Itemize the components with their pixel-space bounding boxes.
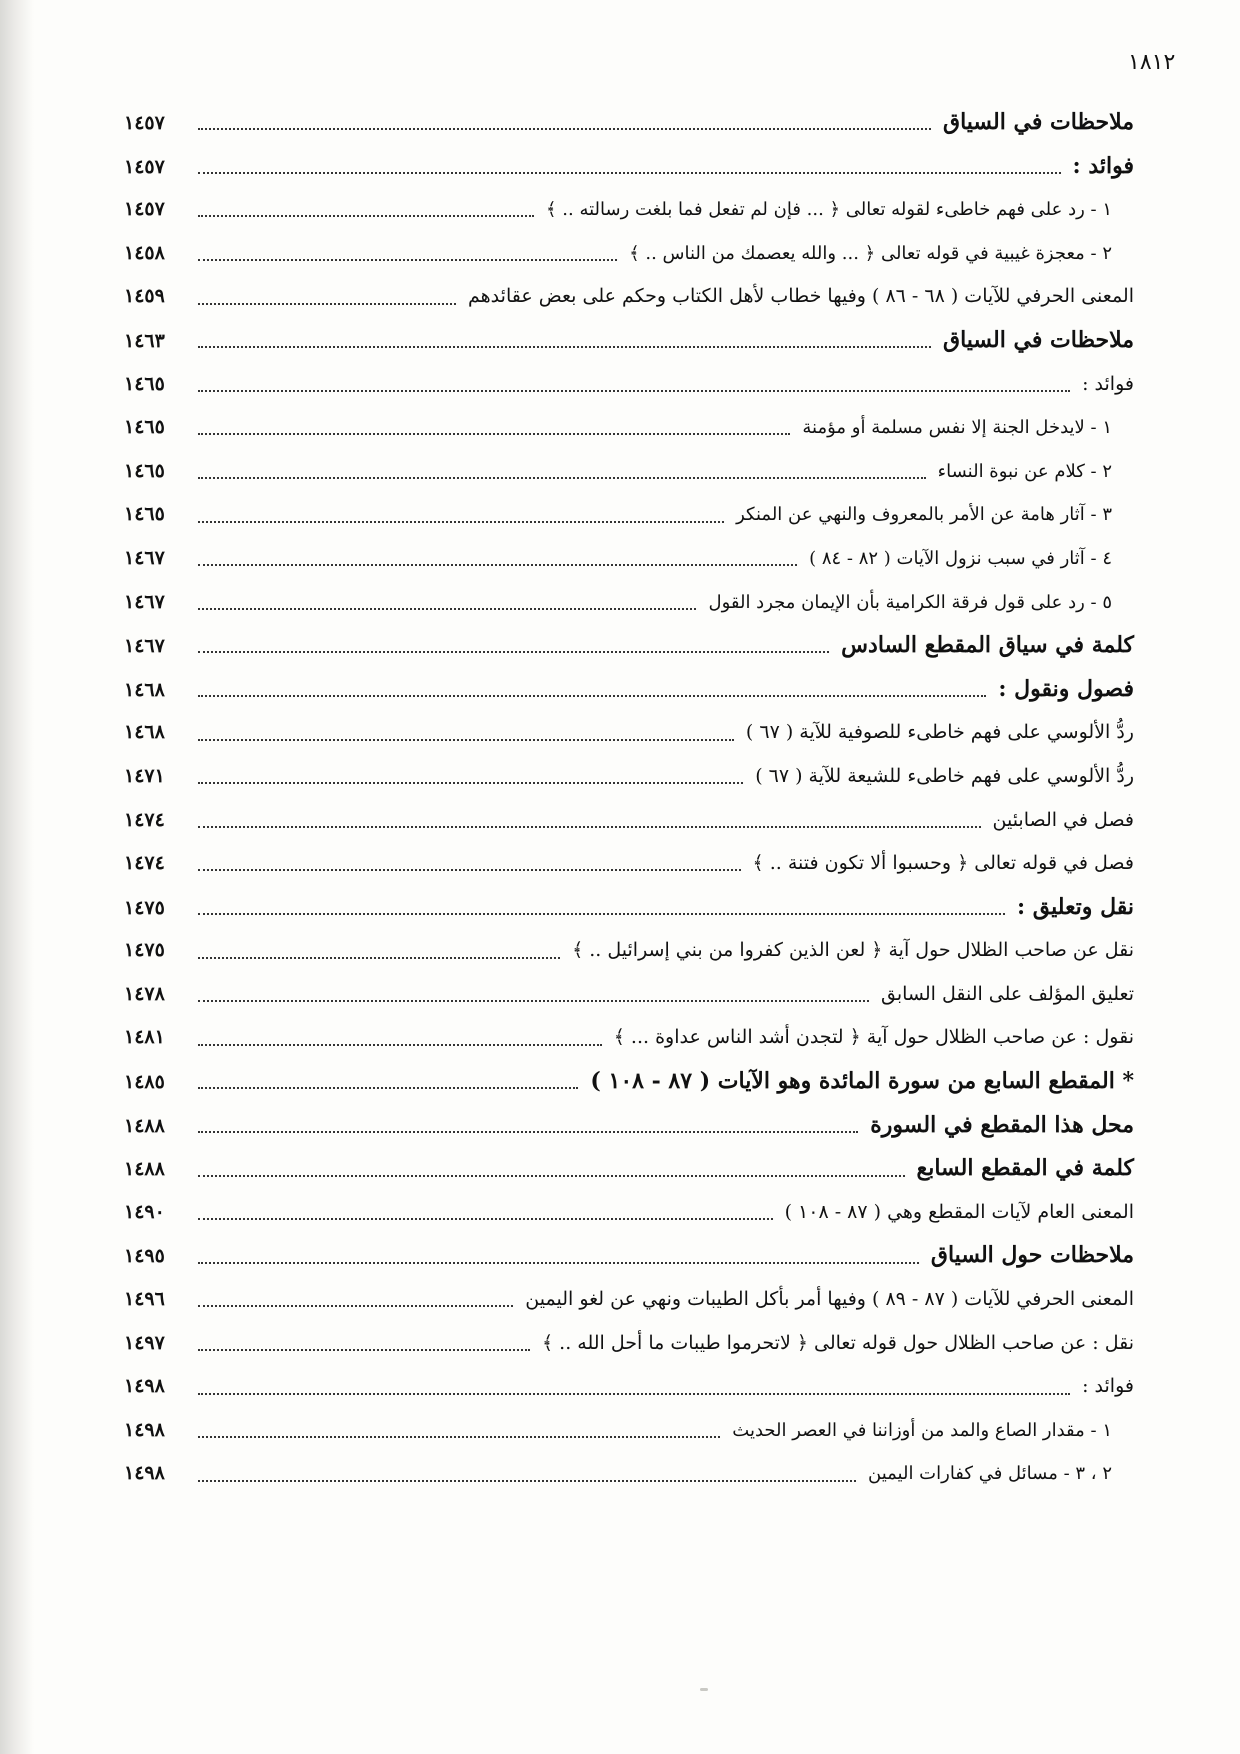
toc-entry-title: نقل عن صاحب الظلال حول آية ﴿ لعن الذين كفروا من بني إسرائيل .. ﴾ [572, 939, 1134, 962]
toc-dot-leader [198, 1043, 602, 1046]
toc-entry [124, 1147, 1134, 1191]
toc-dot-leader [198, 1435, 720, 1438]
toc-entry [124, 101, 1134, 145]
toc-entry-page: ١٤٦٨ [124, 721, 165, 744]
toc-entry-page: ١٤٧٥ [124, 939, 165, 962]
toc-dot-leader [198, 694, 986, 697]
toc-dot-leader [198, 956, 560, 959]
toc-entry [124, 1322, 1134, 1366]
toc-entry-title: ردُّ الألوسي على فهم خاطىء للشيعة للآية ( ٦٧ ) [755, 764, 1134, 787]
toc-entry [124, 711, 1134, 755]
toc-entry-page: ١٤٧٤ [124, 808, 165, 831]
toc-entry [124, 319, 1134, 363]
toc-entry-title: ١ - رد على فهم خاطىء لقوله تعالى ﴿ ... فإن لم تفعل فما بلغت رسالته .. ﴾ [546, 199, 1112, 221]
toc-dot-leader [198, 1304, 513, 1307]
toc-entry-page: ١٤٨١ [124, 1026, 165, 1049]
toc-entry-page: ١٤٩٨ [124, 1375, 165, 1398]
toc-dot-leader [198, 1217, 773, 1220]
toc-entry-title: فوائد : [1082, 372, 1134, 395]
toc-entry-page: ١٤٥٧ [124, 198, 165, 221]
toc-entry [124, 232, 1134, 276]
toc-entry-page: ١٤٦٧ [124, 635, 165, 658]
toc-entry-page: ١٤٨٥ [124, 1071, 165, 1094]
toc-entry [124, 1191, 1134, 1235]
toc-entry [124, 668, 1134, 712]
toc-entry [124, 973, 1134, 1017]
toc-entry [124, 581, 1134, 625]
toc-dot-leader [198, 607, 696, 610]
toc-entry [124, 275, 1134, 319]
toc-dot-leader [198, 389, 1070, 392]
toc-dot-leader [198, 258, 617, 261]
toc-dot-leader [198, 1348, 530, 1351]
toc-entry-title: محل هذا المقطع في السورة [870, 1111, 1134, 1138]
toc-entry [124, 537, 1134, 581]
toc-entry-title: * المقطع السابع من سورة المائدة وهو الآيات ( ٨٧ - ١٠٨ ) [590, 1068, 1134, 1095]
toc-entry-page: ١٤٦٨ [124, 678, 165, 701]
toc-dot-leader [198, 214, 534, 217]
toc-entry-title: فصل في الصابئين [992, 808, 1134, 831]
toc-dot-leader [198, 563, 797, 566]
toc-entry [124, 842, 1134, 886]
toc-dot-leader [198, 1479, 856, 1482]
toc-entry-title: المعنى الحرفي للآيات ( ٨٧ - ٨٩ ) وفيها أمر بأكل الطيبات ونهي عن لغو اليمين [525, 1288, 1134, 1311]
toc-entry-page: ١٤٨٨ [124, 1158, 165, 1181]
toc-entry-title: ٥ - رد على قول فرقة الكرامية بأن الإيمان مجرد القول [708, 591, 1112, 613]
toc-dot-leader [198, 476, 926, 479]
toc-entry-title: كلمة في سياق المقطع السادس [841, 632, 1134, 659]
toc-entry-page: ١٤٩٠ [124, 1200, 165, 1223]
toc-entry-title: نقول : عن صاحب الظلال حول آية ﴿ لتجدن أشد الناس عداوة ... ﴾ [613, 1026, 1134, 1049]
toc-dot-leader [198, 1392, 1070, 1395]
toc-entry [124, 450, 1134, 494]
toc-dot-leader [198, 1086, 578, 1089]
toc-dot-leader [198, 912, 1005, 915]
toc-entry-title: فصول ونقول : [998, 675, 1134, 702]
toc-entry-title: ٢ - كلام عن نبوة النساء [937, 460, 1112, 482]
toc-entry-page: ١٤٥٩ [124, 285, 165, 308]
toc-entry-page: ١٤٧٥ [124, 896, 165, 919]
toc-entry [124, 145, 1134, 189]
toc-entry-title: ردُّ الألوسي على فهم خاطىء للصوفية للآية ( ٦٧ ) [745, 721, 1134, 744]
toc-entry-title: ملاحظات في السياق [943, 109, 1134, 135]
toc-entry-title: ٣ - آثار هامة عن الأمر بالمعروف والنهي عن المنكر [736, 504, 1112, 526]
toc-entry-page: ١٤٥٧ [124, 112, 165, 134]
toc-entry-page: ١٤٩٧ [124, 1331, 165, 1354]
toc-entry-page: ١٤٩٨ [124, 1418, 165, 1441]
toc-entry-title: ٢ ، ٣ - مسائل في كفارات اليمين [868, 1463, 1112, 1485]
toc-entry-page: ١٤٦٥ [124, 503, 165, 526]
toc-entry [124, 886, 1134, 930]
toc-entry [124, 1278, 1134, 1322]
toc-dot-leader [198, 171, 1061, 174]
toc-entry [124, 493, 1134, 537]
toc-dot-leader [198, 999, 869, 1002]
toc-entry-title: ٤ - آثار في سبب نزول الآيات ( ٨٢ - ٨٤ ) [809, 547, 1112, 569]
toc-entry [124, 1409, 1134, 1453]
toc-entry-page: ١٤٧٤ [124, 852, 165, 875]
toc-entry-page: ١٤٧٨ [124, 982, 165, 1005]
toc-dot-leader [198, 345, 931, 348]
toc-entry [124, 363, 1134, 407]
toc-entry-page: ١٤٦٧ [124, 546, 165, 569]
toc-entry-title: كلمة في المقطع السابع [916, 1155, 1134, 1182]
toc-entry-title: فوائد : [1082, 1375, 1134, 1398]
toc-entry-title: المعنى الحرفي للآيات ( ٦٨ - ٨٦ ) وفيها خطاب لأهل الكتاب وحكم على بعض عقائدهم [468, 285, 1134, 308]
toc-entry-title: ملاحظات في السياق [943, 326, 1134, 353]
scan-speck [700, 1688, 708, 1691]
toc-dot-leader [198, 302, 456, 305]
scan-edge-shadow [0, 0, 34, 1754]
page-number: ١٨١٢ [1128, 50, 1176, 75]
toc-entry [124, 1104, 1134, 1148]
toc-dot-leader [198, 127, 931, 130]
toc-dot-leader [198, 1174, 905, 1177]
toc-entry-title: فوائد : [1072, 152, 1134, 179]
toc-entry-page: ١٤٩٥ [124, 1245, 165, 1268]
toc-entry-title: نقل وتعليق : [1017, 893, 1134, 920]
toc-dot-leader [198, 432, 790, 435]
toc-entry-page: ١٤٧١ [124, 764, 165, 787]
toc-entry-page: ١٤٩٦ [124, 1288, 165, 1311]
toc-entry-title: ١ - لايدخل الجنة إلا نفس مسلمة أو مؤمنة [802, 417, 1112, 439]
toc-dot-leader [198, 825, 981, 828]
toc-entry-page: ١٤٦٥ [124, 459, 165, 482]
toc-entry-title: المعنى العام لآيات المقطع وهي ( ٨٧ - ١٠٨ ) [784, 1200, 1134, 1223]
toc-entry-page: ١٤٦٧ [124, 590, 165, 613]
toc-entry [124, 929, 1134, 973]
toc-dot-leader [198, 738, 734, 741]
toc-entry [124, 755, 1134, 799]
toc-entry-title: فصل في قوله تعالى ﴿ وحسبوا ألا تكون فتنة .. ﴾ [752, 852, 1134, 875]
toc-entry-page: ١٤٦٥ [124, 372, 165, 395]
toc-entry-page: ١٤٦٥ [124, 416, 165, 439]
toc-entry [124, 406, 1134, 450]
toc-entry-page: ١٤٥٧ [124, 155, 165, 178]
toc-entry-title: نقل : عن صاحب الظلال حول قوله تعالى ﴿ لاتحرموا طيبات ما أحل الله .. ﴾ [542, 1331, 1134, 1354]
toc-entry [124, 624, 1134, 668]
toc-dot-leader [198, 781, 743, 784]
toc-entry-title: تعليق المؤلف على النقل السابق [880, 982, 1134, 1005]
toc-entry [124, 1452, 1134, 1496]
toc-entry-page: ١٤٥٨ [124, 241, 165, 264]
toc-entry-page: ١٤٦٣ [124, 329, 165, 352]
toc-entry [124, 1365, 1134, 1409]
toc-dot-leader [198, 1130, 858, 1133]
toc-dot-leader [198, 1261, 919, 1264]
table-of-contents [124, 101, 1134, 1496]
toc-entry [124, 1016, 1134, 1060]
toc-entry-page: ١٤٨٨ [124, 1114, 165, 1137]
toc-entry [124, 799, 1134, 843]
toc-entry-page: ١٤٩٨ [124, 1462, 165, 1485]
toc-entry [124, 188, 1134, 232]
toc-entry [124, 1060, 1134, 1104]
toc-dot-leader [198, 520, 724, 523]
toc-entry [124, 1234, 1134, 1278]
toc-entry-title: ١ - مقدار الصاع والمد من أوزاننا في العصر الحديث [732, 1419, 1112, 1441]
toc-dot-leader [198, 650, 829, 653]
toc-entry-title: ٢ - معجزة غيبية في قوله تعالى ﴿ ... والله يعصمك من الناس .. ﴾ [629, 242, 1112, 264]
toc-dot-leader [198, 868, 741, 871]
toc-entry-title: ملاحظات حول السياق [930, 1242, 1134, 1269]
